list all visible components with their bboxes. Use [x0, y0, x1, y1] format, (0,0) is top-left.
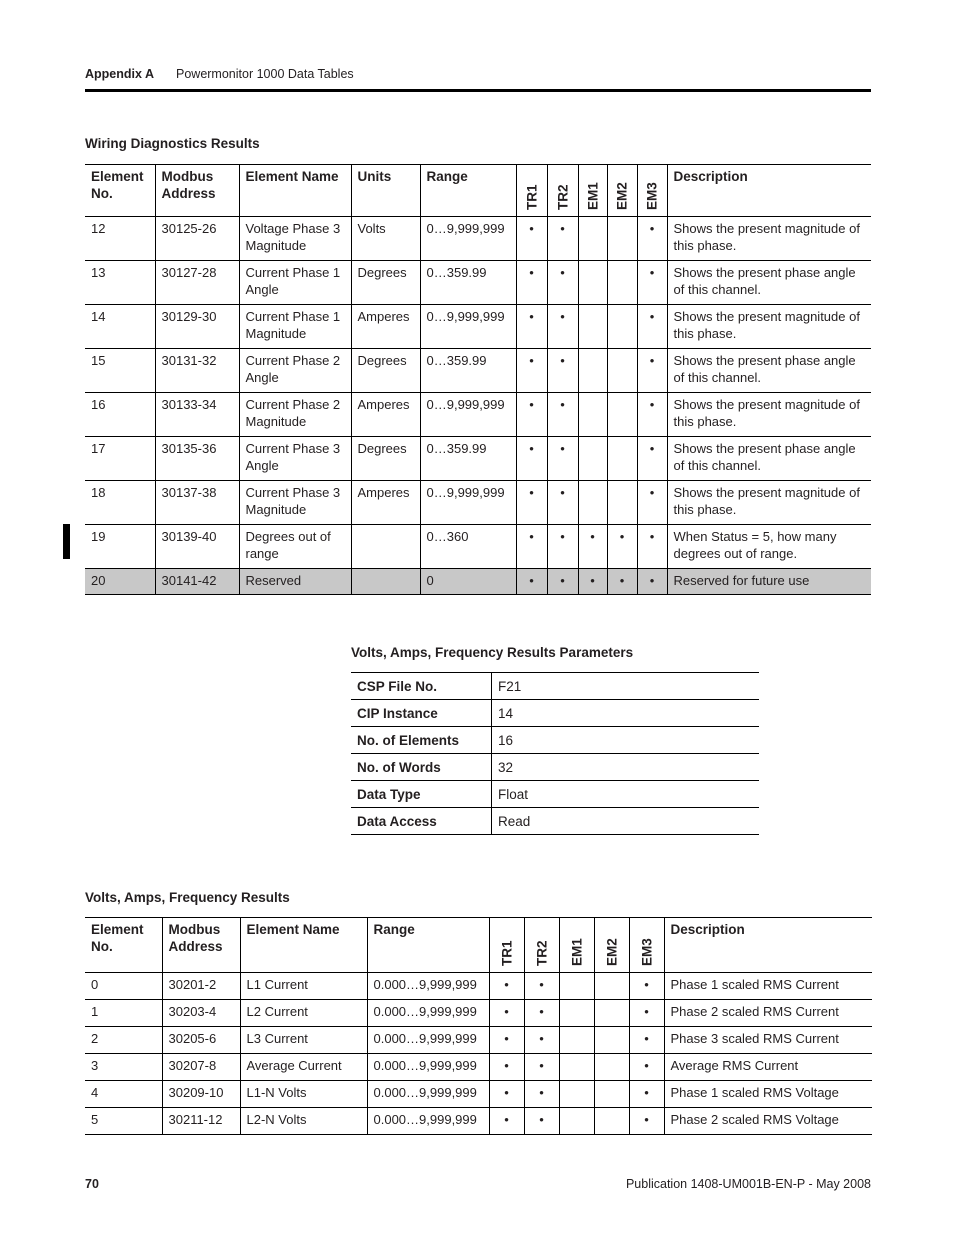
- table-cell: •: [524, 1108, 559, 1135]
- col-header-label: EM3: [639, 938, 654, 966]
- table-cell: 16: [85, 393, 155, 437]
- table-cell: [594, 973, 629, 1000]
- table-cell: [607, 217, 637, 261]
- col-header: Range: [420, 165, 516, 217]
- wiring-header-row: [85, 165, 871, 217]
- table-cell: •: [516, 437, 547, 481]
- table-cell: Amperes: [351, 481, 420, 525]
- table-cell: L3 Current: [240, 1027, 367, 1054]
- table-cell: Degrees: [351, 349, 420, 393]
- table-cell: [351, 525, 420, 569]
- table-cell: •: [489, 1027, 524, 1054]
- table-cell: Current Phase 1 Magnitude: [239, 305, 351, 349]
- table-cell: 0…360: [420, 525, 516, 569]
- table-cell: 19: [85, 525, 155, 569]
- param-row: [351, 700, 759, 727]
- col-header-label: EM2: [604, 938, 619, 966]
- col-header: Modbus Address: [155, 165, 239, 217]
- table-cell: L1 Current: [240, 973, 367, 1000]
- col-header: Units: [351, 165, 420, 217]
- table-cell: 14: [85, 305, 155, 349]
- table-cell: [578, 437, 607, 481]
- table-cell: •: [637, 525, 667, 569]
- table-cell: Average Current: [240, 1054, 367, 1081]
- table-cell: 30131-32: [155, 349, 239, 393]
- header-title: Powermonitor 1000 Data Tables: [176, 67, 354, 81]
- table-cell: 30141-42: [155, 569, 239, 595]
- table-cell: [594, 1108, 629, 1135]
- table-cell: 0.000…9,999,999: [367, 973, 489, 1000]
- table-cell: [351, 569, 420, 595]
- table-row: [85, 437, 871, 481]
- param-value: Read: [492, 808, 760, 835]
- table-cell: 30211-12: [162, 1108, 240, 1135]
- table-cell: L2-N Volts: [240, 1108, 367, 1135]
- table-row: [85, 217, 871, 261]
- table-cell: L1-N Volts: [240, 1081, 367, 1108]
- table-cell: •: [547, 217, 578, 261]
- page-number: 70: [85, 1177, 99, 1191]
- table-cell: Current Phase 3 Angle: [239, 437, 351, 481]
- table-cell: [594, 1027, 629, 1054]
- param-value: F21: [492, 673, 760, 700]
- table-cell: •: [578, 569, 607, 595]
- table-cell: 5: [85, 1108, 162, 1135]
- table-cell: Reserved for future use: [667, 569, 871, 595]
- table-cell: 0…9,999,999: [420, 393, 516, 437]
- table-cell: 20: [85, 569, 155, 595]
- col-header-tr2: [547, 165, 578, 217]
- table-cell: •: [547, 349, 578, 393]
- table-cell: •: [516, 261, 547, 305]
- table-row: [85, 393, 871, 437]
- col-header-em1: [578, 165, 607, 217]
- col-header-label: TR1: [499, 940, 514, 966]
- col-header-label: TR1: [524, 184, 539, 210]
- col-header: Element No.: [85, 165, 155, 217]
- table-cell: •: [629, 1000, 664, 1027]
- table-cell: •: [547, 437, 578, 481]
- table-cell: •: [637, 393, 667, 437]
- table-cell: 30209-10: [162, 1081, 240, 1108]
- table-cell: [594, 1000, 629, 1027]
- table-cell: [607, 437, 637, 481]
- col-header-label: TR2: [534, 940, 549, 966]
- table-cell: Amperes: [351, 393, 420, 437]
- table-row: [85, 261, 871, 305]
- table-cell: Shows the present phase angle of this channel.: [667, 437, 871, 481]
- change-bar: [63, 524, 70, 559]
- table-cell: •: [629, 1027, 664, 1054]
- table-cell: 0…359.99: [420, 437, 516, 481]
- table-cell: [559, 973, 594, 1000]
- table-cell: 0.000…9,999,999: [367, 1108, 489, 1135]
- table-cell: •: [547, 481, 578, 525]
- table-row: [85, 349, 871, 393]
- table-cell: •: [637, 569, 667, 595]
- table-cell: •: [524, 973, 559, 1000]
- col-header: Element No.: [85, 918, 162, 973]
- table-cell: 0: [420, 569, 516, 595]
- table-cell: •: [516, 525, 547, 569]
- param-label: CSP File No.: [351, 673, 492, 700]
- table-cell: Degrees: [351, 261, 420, 305]
- table-cell: When Status = 5, how many degrees out of range.: [667, 525, 871, 569]
- table-cell: •: [629, 1054, 664, 1081]
- table-cell: •: [516, 569, 547, 595]
- table-cell: •: [629, 973, 664, 1000]
- col-header-label: EM2: [614, 182, 630, 210]
- table-cell: 0: [85, 973, 162, 1000]
- table-cell: •: [607, 525, 637, 569]
- table-cell: Shows the present magnitude of this phase.: [667, 217, 871, 261]
- table-row: [85, 481, 871, 525]
- param-label: Data Type: [351, 781, 492, 808]
- table-cell: 0.000…9,999,999: [367, 1054, 489, 1081]
- col-header-label: EM1: [585, 182, 600, 210]
- vaf-section-title: Volts, Amps, Frequency Results: [85, 890, 290, 905]
- table-cell: •: [607, 569, 637, 595]
- param-row: [351, 781, 759, 808]
- col-header-em2: [607, 165, 637, 217]
- table-cell: L2 Current: [240, 1000, 367, 1027]
- table-cell: [559, 1081, 594, 1108]
- table-cell: [578, 261, 607, 305]
- table-cell: [578, 481, 607, 525]
- param-row: [351, 673, 759, 700]
- table-cell: •: [547, 569, 578, 595]
- table-cell: [578, 349, 607, 393]
- col-header-label: TR2: [555, 184, 570, 210]
- table-cell: •: [489, 1108, 524, 1135]
- table-cell: •: [489, 973, 524, 1000]
- table-cell: 30207-8: [162, 1054, 240, 1081]
- table-cell: 30135-36: [155, 437, 239, 481]
- table-cell: [578, 217, 607, 261]
- table-cell: [559, 1108, 594, 1135]
- table-cell: 17: [85, 437, 155, 481]
- table-cell: [594, 1081, 629, 1108]
- table-cell: Phase 1 scaled RMS Current: [664, 973, 872, 1000]
- table-cell: Shows the present magnitude of this phase.: [667, 393, 871, 437]
- table-cell: 18: [85, 481, 155, 525]
- table-row: [85, 525, 871, 569]
- table-cell: •: [516, 217, 547, 261]
- table-cell: •: [637, 305, 667, 349]
- table-cell: Phase 1 scaled RMS Voltage: [664, 1081, 872, 1108]
- table-cell: 30137-38: [155, 481, 239, 525]
- table-cell: [578, 393, 607, 437]
- table-row: [85, 1108, 872, 1135]
- table-cell: •: [629, 1081, 664, 1108]
- table-cell: [559, 1000, 594, 1027]
- table-cell: [594, 1054, 629, 1081]
- table-cell: •: [516, 393, 547, 437]
- table-cell: [559, 1027, 594, 1054]
- col-header: Element Name: [240, 918, 367, 973]
- table-cell: Current Phase 1 Angle: [239, 261, 351, 305]
- param-label: CIP Instance: [351, 700, 492, 727]
- table-cell: 12: [85, 217, 155, 261]
- table-cell: Volts: [351, 217, 420, 261]
- table-cell: •: [637, 217, 667, 261]
- col-header-em2: [594, 918, 629, 973]
- param-row: [351, 808, 759, 835]
- table-cell: 0…359.99: [420, 349, 516, 393]
- table-cell: •: [524, 1027, 559, 1054]
- table-cell: 0.000…9,999,999: [367, 1027, 489, 1054]
- param-value: 16: [492, 727, 760, 754]
- table-cell: •: [516, 305, 547, 349]
- table-cell: •: [637, 481, 667, 525]
- col-header-em3: [629, 918, 664, 973]
- param-label: Data Access: [351, 808, 492, 835]
- table-row: [85, 1054, 872, 1081]
- table-row: [85, 973, 872, 1000]
- table-cell: [607, 393, 637, 437]
- param-row: [351, 754, 759, 781]
- wiring-diagnostics-table: [85, 164, 871, 595]
- table-cell: 0…9,999,999: [420, 305, 516, 349]
- table-cell: •: [637, 261, 667, 305]
- vaf-results-table: [85, 917, 872, 1135]
- col-header: Description: [667, 165, 871, 217]
- table-cell: 30133-34: [155, 393, 239, 437]
- table-cell: 30127-28: [155, 261, 239, 305]
- col-header-tr1: [489, 918, 524, 973]
- col-header: Modbus Address: [162, 918, 240, 973]
- col-header: Description: [664, 918, 872, 973]
- table-cell: 0.000…9,999,999: [367, 1081, 489, 1108]
- table-row: [85, 1027, 872, 1054]
- table-cell: 0…9,999,999: [420, 217, 516, 261]
- table-cell: •: [524, 1000, 559, 1027]
- table-cell: [607, 481, 637, 525]
- table-cell: 2: [85, 1027, 162, 1054]
- table-cell: Average RMS Current: [664, 1054, 872, 1081]
- table-cell: •: [547, 525, 578, 569]
- table-row: [85, 1000, 872, 1027]
- table-cell: Shows the present magnitude of this phase.: [667, 481, 871, 525]
- table-cell: 30129-30: [155, 305, 239, 349]
- table-row: [85, 305, 871, 349]
- table-cell: 30205-6: [162, 1027, 240, 1054]
- table-cell: Current Phase 3 Magnitude: [239, 481, 351, 525]
- table-cell: Current Phase 2 Magnitude: [239, 393, 351, 437]
- table-cell: •: [637, 437, 667, 481]
- table-cell: Shows the present phase angle of this channel.: [667, 261, 871, 305]
- table-cell: [559, 1054, 594, 1081]
- table-cell: Voltage Phase 3 Magnitude: [239, 217, 351, 261]
- param-value: 14: [492, 700, 760, 727]
- table-cell: 4: [85, 1081, 162, 1108]
- table-cell: •: [578, 525, 607, 569]
- table-cell: Reserved: [239, 569, 351, 595]
- table-cell: •: [489, 1081, 524, 1108]
- table-cell: Current Phase 2 Angle: [239, 349, 351, 393]
- table-cell: 0.000…9,999,999: [367, 1000, 489, 1027]
- table-cell: •: [547, 261, 578, 305]
- header-rule: [85, 89, 871, 92]
- table-cell: Phase 2 scaled RMS Voltage: [664, 1108, 872, 1135]
- table-cell: Degrees: [351, 437, 420, 481]
- param-label: No. of Words: [351, 754, 492, 781]
- publication-info: Publication 1408-UM001B-EN-P - May 2008: [625, 1177, 871, 1191]
- table-cell: •: [524, 1081, 559, 1108]
- params-section-title: Volts, Amps, Frequency Results Parameters: [351, 645, 634, 660]
- wiring-section-title: Wiring Diagnostics Results: [85, 136, 260, 151]
- table-cell: •: [547, 305, 578, 349]
- col-header-tr1: [516, 165, 547, 217]
- table-cell: Shows the present phase angle of this channel.: [667, 349, 871, 393]
- col-header-em1: [559, 918, 594, 973]
- table-cell: •: [629, 1108, 664, 1135]
- table-cell: •: [489, 1054, 524, 1081]
- table-cell: [607, 261, 637, 305]
- table-cell: Shows the present magnitude of this phase.: [667, 305, 871, 349]
- table-cell: 30139-40: [155, 525, 239, 569]
- col-header-tr2: [524, 918, 559, 973]
- table-cell: Amperes: [351, 305, 420, 349]
- col-header-label: EM3: [644, 182, 660, 210]
- table-cell: •: [547, 393, 578, 437]
- param-label: No. of Elements: [351, 727, 492, 754]
- param-value: Float: [492, 781, 760, 808]
- table-cell: [607, 349, 637, 393]
- table-cell: Phase 2 scaled RMS Current: [664, 1000, 872, 1027]
- table-cell: [607, 305, 637, 349]
- table-cell: 0…359.99: [420, 261, 516, 305]
- table-cell: •: [524, 1054, 559, 1081]
- table-cell: 30203-4: [162, 1000, 240, 1027]
- header-appendix: Appendix A: [85, 67, 154, 81]
- table-cell: •: [516, 481, 547, 525]
- table-cell: 30125-26: [155, 217, 239, 261]
- table-cell: 13: [85, 261, 155, 305]
- table-cell: 3: [85, 1054, 162, 1081]
- table-row: [85, 1081, 872, 1108]
- table-cell: Phase 3 scaled RMS Current: [664, 1027, 872, 1054]
- table-cell: •: [637, 349, 667, 393]
- table-cell: •: [489, 1000, 524, 1027]
- table-cell: [578, 305, 607, 349]
- col-header: Range: [367, 918, 489, 973]
- table-cell: 15: [85, 349, 155, 393]
- table-cell: Degrees out of range: [239, 525, 351, 569]
- param-value: 32: [492, 754, 760, 781]
- table-cell: •: [516, 349, 547, 393]
- param-row: [351, 727, 759, 754]
- col-header: Element Name: [239, 165, 351, 217]
- col-header-label: EM1: [569, 938, 584, 966]
- col-header-em3: [637, 165, 667, 217]
- table-cell: 1: [85, 1000, 162, 1027]
- params-table: [351, 672, 759, 835]
- table-cell: 30201-2: [162, 973, 240, 1000]
- vaf-header-row: [85, 918, 872, 973]
- table-row: [85, 569, 871, 595]
- table-cell: 0…9,999,999: [420, 481, 516, 525]
